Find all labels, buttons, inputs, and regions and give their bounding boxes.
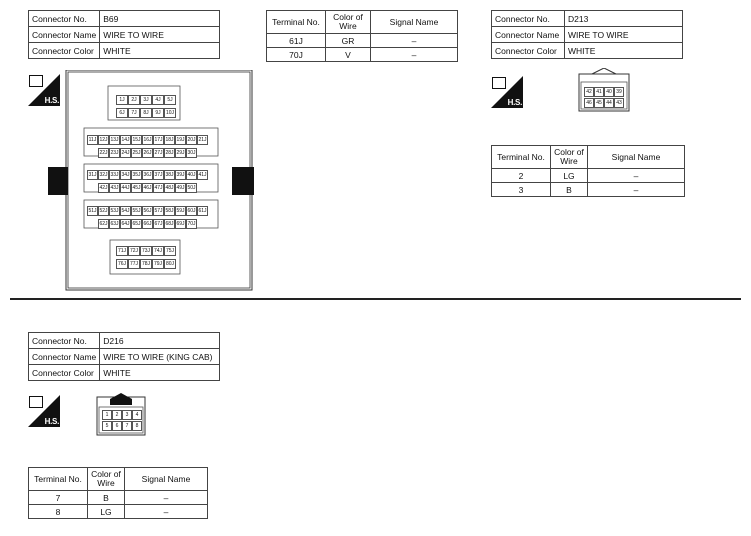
- d213-color-value: WHITE: [565, 43, 683, 59]
- terminal-pin: 71J: [117, 248, 127, 254]
- terminal-pin: 50J: [187, 185, 196, 191]
- terminal-pin: 19J: [176, 137, 185, 143]
- terminal-pin: 37J: [154, 172, 163, 178]
- wire-color: B: [551, 183, 588, 197]
- terminal-pin: 73J: [141, 248, 151, 254]
- terminal-pin: 34J: [121, 172, 130, 178]
- terminal-pin: 45: [594, 98, 604, 108]
- d216-color-value: WHITE: [100, 365, 220, 381]
- terminal-no: 3: [492, 183, 551, 197]
- b69-color-label: Connector Color: [29, 43, 100, 59]
- terminal-pin: 42: [584, 87, 594, 97]
- harness-side-icon: [28, 395, 60, 427]
- terminal-pin: 4J: [152, 95, 164, 105]
- terminal-pin: 16J: [143, 137, 152, 143]
- signal-name: –: [371, 48, 458, 62]
- d216-name-label: Connector Name: [29, 349, 100, 365]
- terminal-pin: 21J: [198, 137, 207, 143]
- terminal-pin: 17J: [154, 137, 163, 143]
- terminal-no-header: Terminal No.: [29, 468, 88, 491]
- terminal-pin: 44: [604, 98, 614, 108]
- terminal-pin: 33J: [110, 172, 119, 178]
- terminal-pin: 68J: [165, 221, 174, 227]
- terminal-pin: 15J: [132, 137, 141, 143]
- terminal-pin: 46: [584, 98, 594, 108]
- d216-color-label: Connector Color: [29, 365, 100, 381]
- wire-color: B: [88, 491, 125, 505]
- terminal-pin: 28J: [165, 150, 174, 156]
- wire-color: V: [326, 48, 371, 62]
- hs-label: H.S.: [44, 96, 59, 105]
- harness-side-icon: [491, 76, 523, 108]
- terminal-pin: 35J: [132, 172, 141, 178]
- terminal-pin: 2J: [128, 95, 140, 105]
- terminal-pin: 70J: [187, 221, 196, 227]
- terminal-no: 2: [492, 169, 551, 183]
- terminal-pin: 3J: [140, 95, 152, 105]
- terminal-pin: 6J: [116, 108, 128, 118]
- terminal-pin: 8J: [140, 108, 152, 118]
- connector-b69-info-table: [28, 10, 220, 59]
- terminal-pin: 1J: [116, 95, 128, 105]
- b69-name-label: Connector Name: [29, 27, 100, 43]
- d216-no-value: D216: [100, 333, 220, 349]
- terminal-pin: 78J: [141, 261, 151, 267]
- hs-label: H.S.: [507, 98, 522, 107]
- terminal-pin: 49J: [176, 185, 185, 191]
- b69-name-value: WIRE TO WIRE: [100, 27, 220, 43]
- terminal-pin: 62J: [99, 221, 108, 227]
- terminal-pin: 69J: [176, 221, 185, 227]
- terminal-pin: 79J: [153, 261, 163, 267]
- terminal-pin: 46J: [143, 185, 152, 191]
- terminal-pin: 23J: [110, 150, 119, 156]
- terminal-pin: 57J: [154, 208, 163, 214]
- terminal-pin: 3: [122, 410, 132, 420]
- signal-name-header: Signal Name: [371, 11, 458, 34]
- wire-color: GR: [326, 34, 371, 48]
- terminal-pin: 39J: [176, 172, 185, 178]
- terminal-pin: 10J: [165, 110, 175, 116]
- terminal-pin: 24J: [121, 150, 130, 156]
- terminal-pin: 38J: [165, 172, 174, 178]
- d216-no-label: Connector No.: [29, 333, 100, 349]
- terminal-pin: 66J: [143, 221, 152, 227]
- terminal-pin: 75J: [165, 248, 175, 254]
- d213-no-label: Connector No.: [492, 11, 565, 27]
- wire-color: LG: [88, 505, 125, 519]
- signal-name: –: [588, 169, 685, 183]
- terminal-pin: 25J: [132, 150, 141, 156]
- terminal-pin: 58J: [165, 208, 174, 214]
- terminal-pin: 40J: [187, 172, 196, 178]
- terminal-pin: 55J: [132, 208, 141, 214]
- terminal-pin: 76J: [117, 261, 127, 267]
- terminal-pin: 7: [122, 421, 132, 431]
- wire-color: LG: [551, 169, 588, 183]
- terminal-pin: 31J: [88, 172, 97, 178]
- terminal-no-header: Terminal No.: [492, 146, 551, 169]
- b69-no-label: Connector No.: [29, 11, 100, 27]
- terminal-pin: 32J: [99, 172, 108, 178]
- d213-terminal-table: [491, 145, 685, 197]
- terminal-pin: 6: [112, 421, 122, 431]
- terminal-pin: 4: [132, 410, 142, 420]
- d216-terminal-table: [28, 467, 208, 519]
- terminal-pin: 8: [132, 421, 142, 431]
- terminal-pin: 26J: [143, 150, 152, 156]
- terminal-pin: 65J: [132, 221, 141, 227]
- terminal-pin: 36J: [143, 172, 152, 178]
- terminal-pin: 5J: [164, 95, 176, 105]
- terminal-pin: 18J: [165, 137, 174, 143]
- terminal-pin: 1: [102, 410, 112, 420]
- terminal-pin: 77J: [129, 261, 139, 267]
- terminal-no: 7: [29, 491, 88, 505]
- b69-no-value: B69: [100, 11, 220, 27]
- terminal-pin: 2: [112, 410, 122, 420]
- terminal-pin: 72J: [129, 248, 139, 254]
- d213-no-value: D213: [565, 11, 683, 27]
- signal-name: –: [125, 491, 208, 505]
- terminal-pin: 12J: [99, 137, 108, 143]
- terminal-pin: 27J: [154, 150, 163, 156]
- terminal-pin: 80J: [165, 261, 175, 267]
- terminal-pin: 14J: [121, 137, 130, 143]
- terminal-pin: 51J: [88, 208, 97, 214]
- terminal-pin: 60J: [187, 208, 196, 214]
- signal-name: –: [588, 183, 685, 197]
- terminal-pin: 52J: [99, 208, 108, 214]
- b69-terminal-table: [266, 10, 458, 62]
- wire-color-header: Color of Wire: [551, 146, 588, 169]
- signal-name-header: Signal Name: [588, 146, 685, 169]
- b69-right-lock-tab: [232, 167, 254, 195]
- terminal-pin: 7J: [128, 108, 140, 118]
- terminal-pin: 74J: [153, 248, 163, 254]
- signal-name: –: [371, 34, 458, 48]
- terminal-pin: 9J: [152, 108, 164, 118]
- terminal-pin: 40: [604, 87, 614, 97]
- terminal-pin: 39: [614, 87, 624, 97]
- d216-name-value: WIRE TO WIRE (KING CAB): [100, 349, 220, 365]
- terminal-pin: 5: [102, 421, 112, 431]
- terminal-pin: 61J: [198, 208, 207, 214]
- terminal-pin: 47J: [154, 185, 163, 191]
- terminal-pin: 67J: [154, 221, 163, 227]
- terminal-pin: 45J: [132, 185, 141, 191]
- d213-color-label: Connector Color: [492, 43, 565, 59]
- wire-color-header: Color of Wire: [326, 11, 371, 34]
- b69-left-lock-tab: [48, 167, 68, 195]
- terminal-no: 8: [29, 505, 88, 519]
- terminal-pin: 13J: [110, 137, 119, 143]
- d213-name-value: WIRE TO WIRE: [565, 27, 683, 43]
- terminal-pin: 43: [614, 98, 624, 108]
- terminal-pin: 11J: [88, 137, 97, 143]
- terminal-pin: 29J: [176, 150, 185, 156]
- signal-name-header: Signal Name: [125, 468, 208, 491]
- terminal-pin: 42J: [99, 185, 108, 191]
- terminal-no: 70J: [267, 48, 326, 62]
- terminal-pin: 64J: [121, 221, 130, 227]
- connector-d213-info-table: [491, 10, 683, 59]
- connector-d216-info-table: [28, 332, 220, 381]
- terminal-pin: 20J: [187, 137, 196, 143]
- signal-name: –: [125, 505, 208, 519]
- d213-name-label: Connector Name: [492, 27, 565, 43]
- terminal-pin: 53J: [110, 208, 119, 214]
- section-divider: [10, 298, 741, 300]
- terminal-pin: 54J: [121, 208, 130, 214]
- terminal-pin: 63J: [110, 221, 119, 227]
- hs-label: H.S.: [44, 417, 59, 426]
- terminal-no: 61J: [267, 34, 326, 48]
- terminal-pin: 43J: [110, 185, 119, 191]
- terminal-pin: 44J: [121, 185, 130, 191]
- terminal-pin: 59J: [176, 208, 185, 214]
- terminal-pin: 56J: [143, 208, 152, 214]
- terminal-pin: 30J: [187, 150, 196, 156]
- wire-color-header: Color of Wire: [88, 468, 125, 491]
- terminal-pin: 48J: [165, 185, 174, 191]
- terminal-pin: 22J: [99, 150, 108, 156]
- terminal-no-header: Terminal No.: [267, 11, 326, 34]
- terminal-pin: 41: [594, 87, 604, 97]
- terminal-pin: 41J: [198, 172, 207, 178]
- b69-color-value: WHITE: [100, 43, 220, 59]
